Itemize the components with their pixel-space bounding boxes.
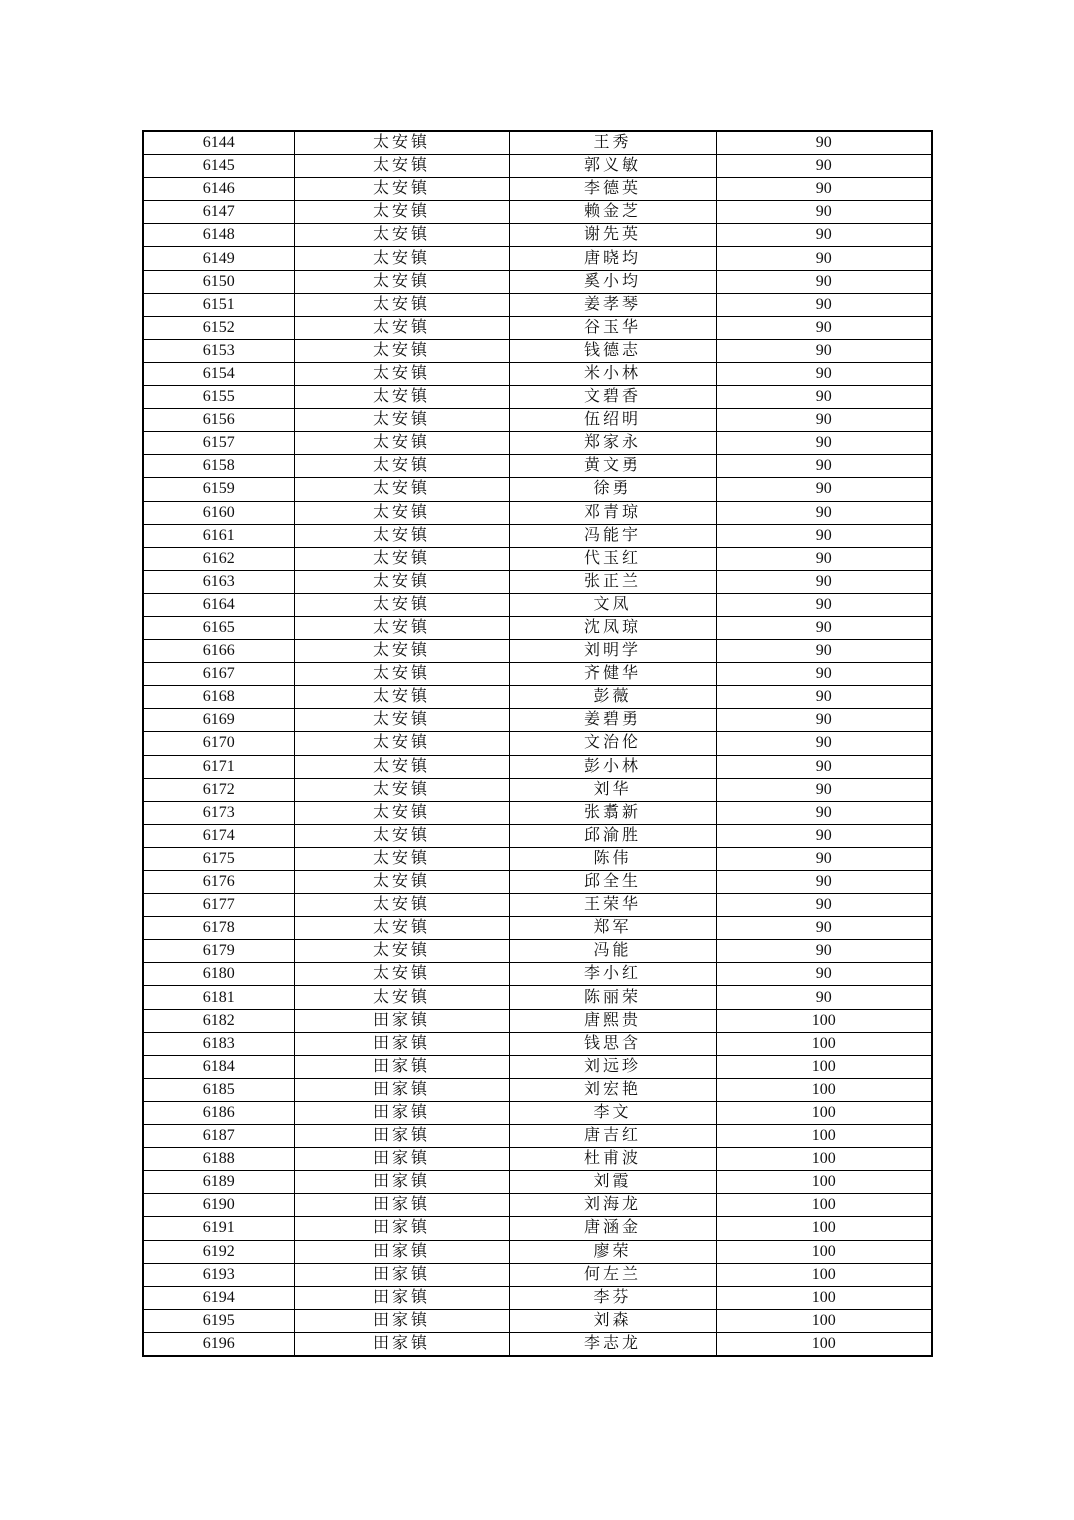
amount-cell: 90 [716, 501, 932, 524]
row-number-cell: 6180 [143, 963, 294, 986]
amount-cell: 100 [716, 1217, 932, 1240]
table-row [143, 524, 932, 547]
person-name-cell: 王秀 [509, 131, 716, 155]
table-row [143, 1263, 932, 1286]
person-name-cell: 邱渝胜 [509, 824, 716, 847]
person-name-cell: 奚小均 [509, 270, 716, 293]
person-name-cell: 伍绍明 [509, 409, 716, 432]
amount-cell: 90 [716, 155, 932, 178]
person-name-cell: 刘森 [509, 1309, 716, 1332]
person-name-cell: 何左兰 [509, 1263, 716, 1286]
amount-cell: 90 [716, 409, 932, 432]
table-row [143, 732, 932, 755]
town-cell: 太安镇 [294, 593, 509, 616]
table-row [143, 131, 932, 155]
town-cell: 田家镇 [294, 1263, 509, 1286]
person-name-cell: 张正兰 [509, 570, 716, 593]
town-cell: 太安镇 [294, 686, 509, 709]
town-cell: 田家镇 [294, 1286, 509, 1309]
person-name-cell: 刘远珍 [509, 1055, 716, 1078]
amount-cell: 100 [716, 1194, 932, 1217]
row-number-cell: 6190 [143, 1194, 294, 1217]
amount-cell: 90 [716, 131, 932, 155]
person-name-cell: 唐熙贵 [509, 1009, 716, 1032]
town-cell: 太安镇 [294, 131, 509, 155]
row-number-cell: 6193 [143, 1263, 294, 1286]
table-row [143, 755, 932, 778]
table-row [143, 293, 932, 316]
town-cell: 太安镇 [294, 616, 509, 639]
table-row [143, 1171, 932, 1194]
amount-cell: 100 [716, 1263, 932, 1286]
town-cell: 太安镇 [294, 155, 509, 178]
table-row [143, 339, 932, 362]
row-number-cell: 6191 [143, 1217, 294, 1240]
person-name-cell: 杜甫波 [509, 1148, 716, 1171]
town-cell: 太安镇 [294, 871, 509, 894]
table-row [143, 386, 932, 409]
person-name-cell: 彭薇 [509, 686, 716, 709]
person-name-cell: 齐健华 [509, 663, 716, 686]
row-number-cell: 6157 [143, 432, 294, 455]
table-row [143, 663, 932, 686]
table-row [143, 871, 932, 894]
row-number-cell: 6185 [143, 1078, 294, 1101]
row-number-cell: 6174 [143, 824, 294, 847]
table-row [143, 432, 932, 455]
row-number-cell: 6192 [143, 1240, 294, 1263]
person-name-cell: 李芬 [509, 1286, 716, 1309]
person-name-cell: 谷玉华 [509, 316, 716, 339]
table-row [143, 709, 932, 732]
amount-cell: 90 [716, 801, 932, 824]
table-row [143, 917, 932, 940]
town-cell: 太安镇 [294, 362, 509, 385]
row-number-cell: 6169 [143, 709, 294, 732]
town-cell: 田家镇 [294, 1240, 509, 1263]
town-cell: 田家镇 [294, 1217, 509, 1240]
table-row [143, 847, 932, 870]
town-cell: 太安镇 [294, 270, 509, 293]
town-cell: 太安镇 [294, 986, 509, 1009]
town-cell: 田家镇 [294, 1125, 509, 1148]
amount-cell: 90 [716, 593, 932, 616]
amount-cell: 90 [716, 293, 932, 316]
town-cell: 太安镇 [294, 547, 509, 570]
row-number-cell: 6195 [143, 1309, 294, 1332]
table-row [143, 1240, 932, 1263]
row-number-cell: 6181 [143, 986, 294, 1009]
row-number-cell: 6182 [143, 1009, 294, 1032]
town-cell: 太安镇 [294, 894, 509, 917]
roster-table [142, 130, 933, 1357]
person-name-cell: 钱思含 [509, 1032, 716, 1055]
row-number-cell: 6186 [143, 1101, 294, 1124]
person-name-cell: 刘明学 [509, 640, 716, 663]
table-row [143, 455, 932, 478]
town-cell: 田家镇 [294, 1148, 509, 1171]
table-row [143, 224, 932, 247]
row-number-cell: 6188 [143, 1148, 294, 1171]
person-name-cell: 冯能宇 [509, 524, 716, 547]
row-number-cell: 6194 [143, 1286, 294, 1309]
amount-cell: 90 [716, 455, 932, 478]
table-row [143, 1101, 932, 1124]
amount-cell: 90 [716, 663, 932, 686]
town-cell: 太安镇 [294, 316, 509, 339]
town-cell: 太安镇 [294, 478, 509, 501]
row-number-cell: 6165 [143, 616, 294, 639]
town-cell: 太安镇 [294, 339, 509, 362]
amount-cell: 100 [716, 1332, 932, 1356]
person-name-cell: 刘华 [509, 778, 716, 801]
amount-cell: 90 [716, 201, 932, 224]
person-name-cell: 刘霞 [509, 1171, 716, 1194]
town-cell: 田家镇 [294, 1171, 509, 1194]
row-number-cell: 6156 [143, 409, 294, 432]
town-cell: 太安镇 [294, 409, 509, 432]
row-number-cell: 6161 [143, 524, 294, 547]
amount-cell: 90 [716, 432, 932, 455]
table-row [143, 1148, 932, 1171]
person-name-cell: 陈伟 [509, 847, 716, 870]
row-number-cell: 6146 [143, 178, 294, 201]
row-number-cell: 6175 [143, 847, 294, 870]
amount-cell: 90 [716, 963, 932, 986]
table-row [143, 362, 932, 385]
table-row [143, 1078, 932, 1101]
amount-cell: 100 [716, 1101, 932, 1124]
table-row [143, 616, 932, 639]
town-cell: 太安镇 [294, 386, 509, 409]
amount-cell: 90 [716, 178, 932, 201]
table-row [143, 478, 932, 501]
row-number-cell: 6167 [143, 663, 294, 686]
table-row [143, 801, 932, 824]
row-number-cell: 6153 [143, 339, 294, 362]
person-name-cell: 廖荣 [509, 1240, 716, 1263]
amount-cell: 90 [716, 616, 932, 639]
amount-cell: 90 [716, 894, 932, 917]
person-name-cell: 郭义敏 [509, 155, 716, 178]
table-row [143, 201, 932, 224]
amount-cell: 90 [716, 386, 932, 409]
table-row [143, 178, 932, 201]
person-name-cell: 冯能 [509, 940, 716, 963]
town-cell: 太安镇 [294, 640, 509, 663]
row-number-cell: 6173 [143, 801, 294, 824]
person-name-cell: 唐涵金 [509, 1217, 716, 1240]
town-cell: 太安镇 [294, 917, 509, 940]
amount-cell: 90 [716, 917, 932, 940]
row-number-cell: 6159 [143, 478, 294, 501]
person-name-cell: 李小红 [509, 963, 716, 986]
row-number-cell: 6160 [143, 501, 294, 524]
amount-cell: 90 [716, 778, 932, 801]
roster-table-body [143, 131, 932, 1356]
amount-cell: 90 [716, 732, 932, 755]
table-row [143, 570, 932, 593]
table-row [143, 640, 932, 663]
person-name-cell: 张翥新 [509, 801, 716, 824]
person-name-cell: 文凤 [509, 593, 716, 616]
row-number-cell: 6166 [143, 640, 294, 663]
table-row [143, 409, 932, 432]
row-number-cell: 6171 [143, 755, 294, 778]
row-number-cell: 6144 [143, 131, 294, 155]
person-name-cell: 文碧香 [509, 386, 716, 409]
amount-cell: 90 [716, 362, 932, 385]
row-number-cell: 6152 [143, 316, 294, 339]
town-cell: 田家镇 [294, 1009, 509, 1032]
amount-cell: 90 [716, 709, 932, 732]
person-name-cell: 王荣华 [509, 894, 716, 917]
amount-cell: 90 [716, 224, 932, 247]
amount-cell: 90 [716, 940, 932, 963]
row-number-cell: 6155 [143, 386, 294, 409]
town-cell: 太安镇 [294, 178, 509, 201]
table-row [143, 1332, 932, 1356]
row-number-cell: 6147 [143, 201, 294, 224]
row-number-cell: 6177 [143, 894, 294, 917]
town-cell: 太安镇 [294, 940, 509, 963]
person-name-cell: 代玉红 [509, 547, 716, 570]
person-name-cell: 彭小林 [509, 755, 716, 778]
row-number-cell: 6154 [143, 362, 294, 385]
person-name-cell: 刘海龙 [509, 1194, 716, 1217]
table-row [143, 1125, 932, 1148]
town-cell: 太安镇 [294, 732, 509, 755]
table-row [143, 824, 932, 847]
town-cell: 太安镇 [294, 501, 509, 524]
amount-cell: 90 [716, 570, 932, 593]
town-cell: 田家镇 [294, 1332, 509, 1356]
amount-cell: 100 [716, 1309, 932, 1332]
person-name-cell: 李德英 [509, 178, 716, 201]
row-number-cell: 6163 [143, 570, 294, 593]
amount-cell: 100 [716, 1009, 932, 1032]
person-name-cell: 沈凤琼 [509, 616, 716, 639]
amount-cell: 100 [716, 1171, 932, 1194]
table-row [143, 963, 932, 986]
person-name-cell: 邱全生 [509, 871, 716, 894]
row-number-cell: 6179 [143, 940, 294, 963]
table-row [143, 270, 932, 293]
row-number-cell: 6151 [143, 293, 294, 316]
row-number-cell: 6184 [143, 1055, 294, 1078]
table-row [143, 501, 932, 524]
town-cell: 太安镇 [294, 524, 509, 547]
row-number-cell: 6168 [143, 686, 294, 709]
amount-cell: 100 [716, 1055, 932, 1078]
row-number-cell: 6172 [143, 778, 294, 801]
table-row [143, 547, 932, 570]
table-row [143, 1217, 932, 1240]
row-number-cell: 6196 [143, 1332, 294, 1356]
amount-cell: 90 [716, 524, 932, 547]
town-cell: 太安镇 [294, 570, 509, 593]
table-row [143, 894, 932, 917]
amount-cell: 100 [716, 1125, 932, 1148]
amount-cell: 100 [716, 1078, 932, 1101]
person-name-cell: 刘宏艳 [509, 1078, 716, 1101]
person-name-cell: 米小林 [509, 362, 716, 385]
person-name-cell: 谢先英 [509, 224, 716, 247]
town-cell: 太安镇 [294, 224, 509, 247]
amount-cell: 90 [716, 640, 932, 663]
person-name-cell: 郑军 [509, 917, 716, 940]
table-row [143, 316, 932, 339]
town-cell: 太安镇 [294, 847, 509, 870]
person-name-cell: 唐吉红 [509, 1125, 716, 1148]
person-name-cell: 姜孝琴 [509, 293, 716, 316]
amount-cell: 90 [716, 316, 932, 339]
row-number-cell: 6149 [143, 247, 294, 270]
person-name-cell: 姜碧勇 [509, 709, 716, 732]
town-cell: 太安镇 [294, 201, 509, 224]
person-name-cell: 文治伦 [509, 732, 716, 755]
person-name-cell: 郑家永 [509, 432, 716, 455]
town-cell: 田家镇 [294, 1055, 509, 1078]
person-name-cell: 李志龙 [509, 1332, 716, 1356]
town-cell: 太安镇 [294, 247, 509, 270]
table-row [143, 1309, 932, 1332]
amount-cell: 90 [716, 686, 932, 709]
amount-cell: 90 [716, 478, 932, 501]
person-name-cell: 徐勇 [509, 478, 716, 501]
person-name-cell: 邓青琼 [509, 501, 716, 524]
town-cell: 田家镇 [294, 1194, 509, 1217]
town-cell: 太安镇 [294, 801, 509, 824]
amount-cell: 90 [716, 547, 932, 570]
person-name-cell: 赖金芝 [509, 201, 716, 224]
row-number-cell: 6170 [143, 732, 294, 755]
amount-cell: 100 [716, 1240, 932, 1263]
table-row [143, 593, 932, 616]
row-number-cell: 6158 [143, 455, 294, 478]
table-row [143, 1194, 932, 1217]
amount-cell: 90 [716, 339, 932, 362]
row-number-cell: 6164 [143, 593, 294, 616]
row-number-cell: 6183 [143, 1032, 294, 1055]
table-row [143, 1032, 932, 1055]
person-name-cell: 李文 [509, 1101, 716, 1124]
town-cell: 太安镇 [294, 432, 509, 455]
amount-cell: 90 [716, 847, 932, 870]
amount-cell: 90 [716, 247, 932, 270]
amount-cell: 90 [716, 755, 932, 778]
amount-cell: 90 [716, 871, 932, 894]
table-row [143, 778, 932, 801]
row-number-cell: 6187 [143, 1125, 294, 1148]
amount-cell: 100 [716, 1148, 932, 1171]
table-row [143, 1055, 932, 1078]
row-number-cell: 6189 [143, 1171, 294, 1194]
town-cell: 太安镇 [294, 963, 509, 986]
town-cell: 太安镇 [294, 293, 509, 316]
row-number-cell: 6176 [143, 871, 294, 894]
row-number-cell: 6145 [143, 155, 294, 178]
town-cell: 田家镇 [294, 1032, 509, 1055]
amount-cell: 100 [716, 1286, 932, 1309]
table-row [143, 1286, 932, 1309]
row-number-cell: 6178 [143, 917, 294, 940]
town-cell: 太安镇 [294, 455, 509, 478]
amount-cell: 100 [716, 1032, 932, 1055]
amount-cell: 90 [716, 986, 932, 1009]
amount-cell: 90 [716, 270, 932, 293]
table-row [143, 686, 932, 709]
town-cell: 田家镇 [294, 1309, 509, 1332]
town-cell: 太安镇 [294, 778, 509, 801]
table-row [143, 1009, 932, 1032]
town-cell: 田家镇 [294, 1078, 509, 1101]
table-row [143, 247, 932, 270]
town-cell: 太安镇 [294, 663, 509, 686]
amount-cell: 90 [716, 824, 932, 847]
person-name-cell: 钱德志 [509, 339, 716, 362]
person-name-cell: 唐晓均 [509, 247, 716, 270]
table-row [143, 940, 932, 963]
town-cell: 田家镇 [294, 1101, 509, 1124]
person-name-cell: 黄文勇 [509, 455, 716, 478]
town-cell: 太安镇 [294, 709, 509, 732]
town-cell: 太安镇 [294, 824, 509, 847]
table-row [143, 986, 932, 1009]
row-number-cell: 6148 [143, 224, 294, 247]
row-number-cell: 6150 [143, 270, 294, 293]
town-cell: 太安镇 [294, 755, 509, 778]
table-row [143, 155, 932, 178]
person-name-cell: 陈丽荣 [509, 986, 716, 1009]
row-number-cell: 6162 [143, 547, 294, 570]
